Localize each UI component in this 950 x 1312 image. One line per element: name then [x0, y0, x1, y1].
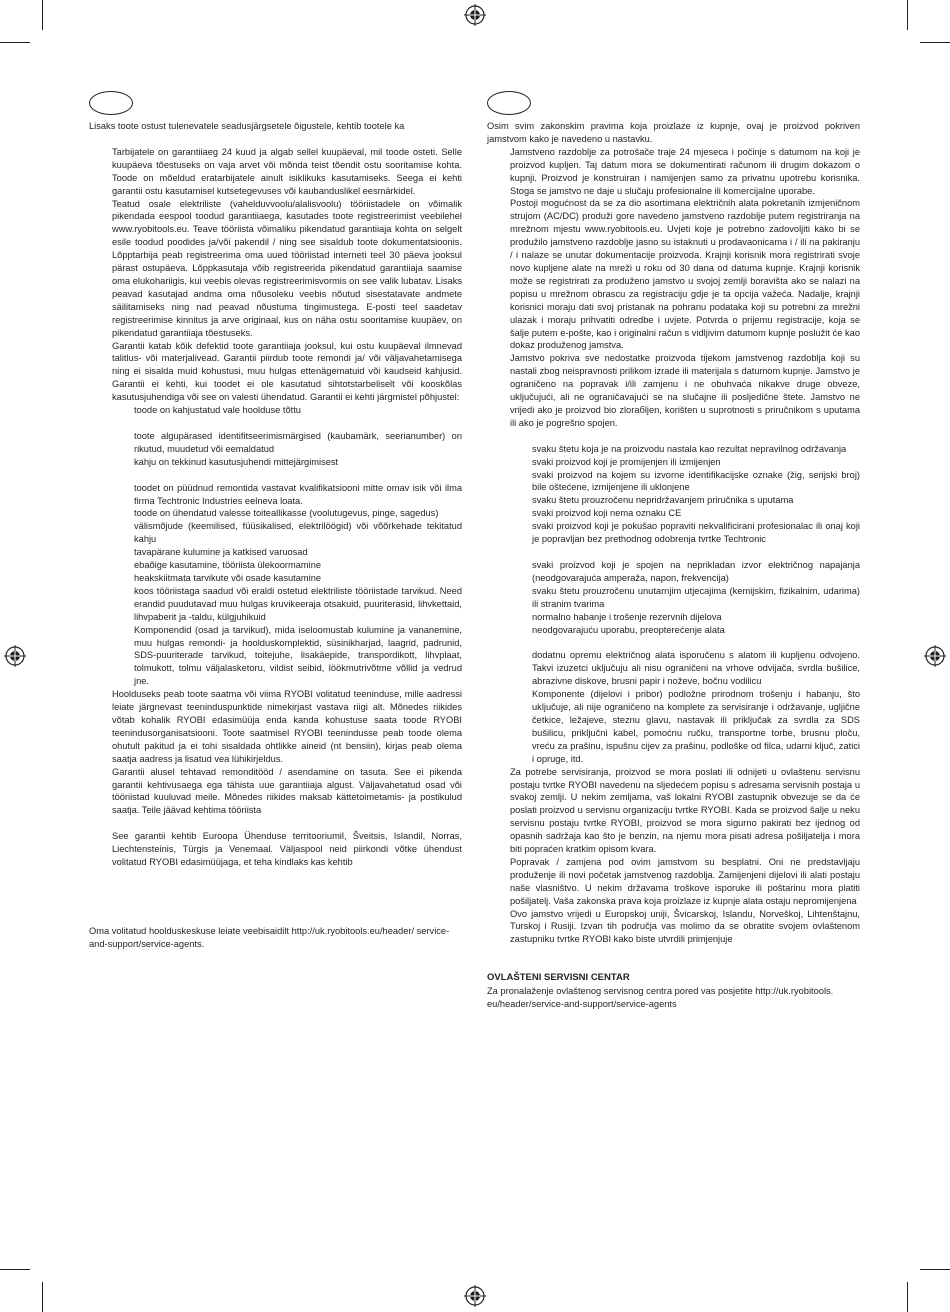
registration-mark-bottom-icon	[464, 1285, 486, 1307]
list-item: svaku štetu koja je na proizvodu nastala kao rezultat nepravilnog održavanja	[532, 443, 847, 454]
paragraph: Jamstveno razdoblje za potrošače traje 24 mjeseca i počinje s datumom na koji je proizvod kupljen. Taj datum mora se dokumentirati računom ili drugim dokazom o kupnji. Proizvod je konstruiran i namijenjen samo za privatnu upotrebu korisnika. Stoga se jamstvo ne daje u slučaju profesionalne ili komercijalne uporabe.	[510, 146, 860, 196]
list-item: Komponendid (osad ja tarvikud), mida iseloomustab kulumine ja vananemine, muu hulgas remondi- ja hoolduskomplektid, süsinikharjad, laagrid, padrunid, SDS-puuriterade tarvikud, toitejuhe, lisakäepide, transpordikott, lihvplaat, tolmukott, tolmu väljalasketoru, vildist seibid, löökmutrivõtme võllid ja vedrud jne.	[134, 624, 462, 687]
language-badge-right	[487, 91, 531, 115]
crop-mark-bottom-right-horizontal	[920, 1269, 950, 1270]
intro-text: Lisaks toote ostust tulenevatele seadusjärgsetele õigustele, kehtib tootele ka	[89, 121, 405, 131]
crop-mark-top-right-horizontal	[920, 42, 950, 43]
paragraph: Garantii alusel tehtavad remonditööd / asendamine on tasuta. See ei pikenda garantii kehtivusaega ega tähista uue garantiiaja algust. Väljavahetatud osad või tööriistad kuuluvad meile. Mõnedes riikides maksab kättetoimetamis- ja postikulud saatja. Teile jäävad kehtima tööriista	[112, 766, 462, 816]
registration-mark-top-icon	[464, 4, 486, 26]
paragraph: Hoolduseks peab toote saatma või viima RYOBI volitatud teeninduse, mille aadressi leiate järgnevast teeninduspunktide nimekirjast vastava riigi alt. Mõnedes riikides võtab kohalik RYOBI edasimüüja enda kanda kohustuse saata toode RYOBI teenindusorganisatsiooni. Toote saatmisel RYOBI teenindusse peab toode olema ohutult pakitud ja ei tohi sisaldada ohtlikke aineid (nt bensiin), kirjas peab olema saatja aadress ja lisatud vea lühikirjeldus.	[112, 689, 462, 764]
list-item: svaki proizvod na kojem su izvorne identifikacijske oznake (žig, serijski broj) bile oštećene, izmijenjene ili uklonjene	[532, 469, 860, 493]
crop-mark-bottom-left-vertical	[42, 1282, 43, 1312]
list-item: toodet on püüdnud remontida vastavat kvalifikatsiooni mitte omav isik või ilma firma Techtronic Industries eelneva loata.	[134, 482, 462, 506]
intro-text: Osim svim zakonskim pravima koja proizlaze iz kupnje, ovaj je proizvod pokriven jamstvom kako je navedeno u nastavku.	[487, 121, 860, 144]
left-column	[89, 120, 462, 951]
crop-mark-top-left-vertical	[42, 0, 43, 30]
list-item: dodatnu opremu električnog alata isporučenu s alatom ili kupljenu odvojeno. Takvi izuzetci uključuju ali nisu ograničeni na vrhove odvijača, svrdla bušilice, abrazivne diskove, brusni papir i noževe, bočnu vodilicu	[532, 650, 860, 687]
paragraph: Postoji mogućnost da se za dio asortimana električnih alata pokretanih izmjeničnom strujom (AC/DC) produži gore navedeno jamstveno razdoblje putem registriranja na mrežnom mjestu www.ryobitools.eu. Uvjeti koje je potrebno zadovoljiti kako bi se produžilo jamstveno razdoblje jasno su istaknuti u prodavaonicama i / ili na pakiranju / i nalaze se unutar dokumentacije proizvoda. Krajnji korisnik mora registrirati svoje novo kupljene alate na mreži u roku od 30 dana od datuma kupnje. Krajnji korisnik može se registrirati za produženo jamstvo u svojoj zemlji boravišta ako se nalazi na popisu u mrežnom obrascu za registraciju gdje je ta opcija važeća. Nadalje, krajnji korisnici moraju dati svoj pristanak na pohranu podataka koji su potrebni za mrežni ulazak i moraju prihvatiti odredbe i uvjete. Potvrda o prijemu registracije, koja se šalje putem e-pošte, kao i originalni račun s vidljivim datumom kupnje poslužit će kao dokaz produženog jamstva.	[510, 198, 860, 351]
crop-mark-bottom-right-vertical	[907, 1282, 908, 1312]
list-item: svaki proizvod koji je promijenjen ili izmijenjen	[532, 456, 721, 467]
right-column	[487, 120, 860, 1011]
list-item: ebaõige kasutamine, tööriista ülekoormamine	[134, 560, 322, 571]
list-item: heakskiitmata tarvikute või osade kasutamine	[134, 573, 322, 583]
language-badge-left	[89, 91, 133, 115]
list-item: svaku štetu prouzročenu unutarnjim utjecajima (kemijskim, fizikalnim, udarima) ili stranim tvarima	[532, 585, 860, 609]
list-item: toote algupärased identifitseerimismärgised (kaubamärk, seerianumber) on rikutud, muudetud või eemaldatud	[134, 430, 462, 454]
list-item: svaki proizvod koji je pokušao popraviti nekvalificirani profesionalac ili onaj koji je popravljan bez prethodnog odobrenja tvrtke Techtronic	[532, 521, 860, 545]
paragraph: Teatud osale elektriliste (vahelduvvoolu/alalisvoolu) tööriistadele on võimalik pikendada eespool toodud garantiiaega, kasutades toote registreerimist veebilehel www.ryobitools.eu. Teave tööriista võimaliku pikendatud garantiiaja kohta on selgelt esile toodud poodides ja/või pakendil / ning see sisaldub toote dokumentatsioonis. Lõpptarbija peab registreerima oma uued tööriistad interneti teel 30 päeva jooksul pärast ostupäeva. Lõppkasutaja võib registreerida pikendatud garantiiaja saamise oma elukohariigis, kui veebis olevas registreerimisvormis on see valik lubatav. Lisaks peavad kasutajad andma oma nõusoleku veebis nõutud sisestatavate andmete säilitamiseks ning nad peavad nõustuma tingimustega. E-posti teel saadetav registreerimise kinnitus ja arve originaal, kus on näha ostu sooritamise kuupäev, on pikendatud garantiiaja tõestuseks.	[112, 198, 462, 338]
registration-mark-right-icon	[924, 645, 946, 667]
list-item: svaki proizvod koji je spojen na neprikladan izvor električnog napajanja (neodgovarajuća amperaža, napon, frekvencija)	[532, 560, 860, 583]
crop-mark-top-left-horizontal	[0, 42, 30, 43]
list-item: normalno habanje i trošenje rezervnih dijelova	[532, 611, 722, 622]
section-heading: OVLAŠTENI SERVISNI CENTAR	[487, 972, 630, 984]
list-item: kahju on tekkinud kasutusjuhendi mittejärgimisest	[134, 456, 339, 467]
list-item: toode on kahjustatud vale hoolduse tõttu	[134, 405, 301, 416]
service-footer-text: Oma volitatud hoolduskeskuse leiate veebisaidilt http://uk.ryobitools.eu/header/ service-and-support/service-agents.	[89, 925, 450, 949]
paragraph: Garantii katab kõik defektid toote garantiiaja jooksul, kui ostu kuupäeval ilmnevad talitlus- või materjalivead. Garantii piirdub toote remondi ja/ või väljavahetamisega ning ei sisalda muid kohustusi, muu hulgas ettenägematuid või kaudseid kahjusid. Garantii ei kehti, kui toodet ei ole kasutatud sihtotstarbeliselt või kooskõlas kasutusjuhendiga või see on valesti ühendatud. Garantii ei kehti järgmistel põhjustel:	[112, 340, 462, 403]
list-item: Komponente (dijelovi i pribor) podložne prirodnom trošenju i habanju, što uključuje, ali nije ograničeno na komplete za servisiranje i održavanje, ugljične četkice, ležajeve, steznu glavu, nastavak ili priključak za svrdla za SDS bušilicu, priključni kabel, pomoćnu ručku, transportne torbe, brusnu ploču, vreću za prašinu, ispušnu cijev za prašinu, podloške od filca, udarni ključ, zatici i opruge, itd.	[532, 689, 860, 764]
list-item: neodgovarajuću uporabu, preopterećenje alata	[532, 624, 725, 635]
list-item: svaku štetu prouzročenu nepridržavanjem priručnika s uputama	[532, 495, 794, 506]
paragraph: Tarbijatele on garantiiaeg 24 kuud ja algab sellel kuupäeval, mil toode osteti. Selle kuupäeva tõestuseks on vaja arvet või mõnda teist tõendit ostu sooritamise kohta. Toode on mõeldud eratarbijatele ainult isiklikuks kasutamiseks. Seega ei kehti garantii ostu kasutamisel kutsetegevuses või kaubanduslikel eesmärkidel.	[112, 146, 462, 196]
paragraph: Popravak / zamjena pod ovim jamstvom su besplatni. Oni ne predstavljaju produženje ili novi početak jamstvenog razdoblja. Zamijenjeni dijelovi ili alati postaju naše vlasništvo. U nekim državama troškove isporuke ili poštarinu mora platiti pošiljatelj. Vaša zakonska prava koja proizlaze iz kupnje alata ostaju nepromijenjena	[510, 856, 860, 906]
paragraph: See garantii kehtib Euroopa Ühenduse territooriumil, Šveitsis, Islandil, Norras, Liechtensteinis, Türgis ja Venemaal. Väljaspool neid piirkondi võtke ühendust volitatud RYOBI edasimüüjaga, et teha kindlaks kas kehtib	[112, 831, 462, 868]
service-footer-text: Za pronalaženje ovlaštenog servisnog centra pored vas posjetite http://uk.ryobitools. eu/header/service-and-support/service-agents	[487, 986, 834, 1010]
paragraph: Ovo jamstvo vrijedi u Europskoj uniji, Švicarskoj, Islandu, Norveškoj, Lihtenštajnu, Turskoj i Rusiji. Izvan tih područja vas molimo da se obratite svojem ovlaštenom zastupniku tvrtke RYOBI kako biste utvrdili primjenjuje	[510, 908, 860, 945]
registration-mark-left-icon	[4, 645, 26, 667]
list-item: svaki proizvod koji nema oznaku CE	[532, 508, 682, 519]
crop-mark-bottom-left-horizontal	[0, 1269, 30, 1270]
list-item: välismõjude (keemilised, füüsikalised, elektrilöögid) või võõrkehade tekitatud kahju	[134, 521, 462, 545]
crop-mark-top-right-vertical	[907, 0, 908, 30]
list-item: koos tööriistaga saadud või eraldi ostetud elektriliste tööriistade tarvikud. Need erandid puudutavad muu hulgas kruvikeeraja otsakuid, puuriterasid, lihvkettaid, lihvpaberit ja -taldu, külgjuhikuid	[134, 585, 462, 622]
list-item: toode on ühendatud valesse toiteallikasse (voolutugevus, pinge, sagedus)	[134, 508, 439, 519]
list-item: tavapärane kulumine ja katkised varuosad	[134, 547, 308, 558]
paragraph: Za potrebe servisiranja, proizvod se mora poslati ili odnijeti u ovlaštenu servisnu postaju tvrtke RYOBI navedenu na sljedećem popisu s adresama servisnih postaja u svakoj zemlji. U nekim zemljama, vaš lokalni RYOBI zastupnik obvezuje se da će poslati proizvod u servisnu organizaciju tvrtke RYOBI. Kada se proizvod šalje u neku servisnu postaju tvrtke RYOBI, proizvod se mora sigurno pakirati bez ijednog od opasnih sadržaja kao što je benzin, na njemu mora pisati adresa pošiljatelja i mora biti popraćen kratkim opisom kvara.	[510, 766, 860, 855]
paragraph: Jamstvo pokriva sve nedostatke proizvoda tijekom jamstvenog razdoblja koji su nastali zbog neispravnosti prilikom izrade ili materijala s datumom kupnje. Jamstvo je ograničeno na popravak i/ili zamjenu i ne obuhvaća nikakve druge obveze, uključujući, ali ne ograničavajući se na slučajne ili posljedične štete. Jamstvo ne vrijedi ako je proizvod bio zloraбljen, korišten u suprotnosti s priručnikom s uputama ili ako je pogrešno spojen.	[510, 353, 860, 428]
